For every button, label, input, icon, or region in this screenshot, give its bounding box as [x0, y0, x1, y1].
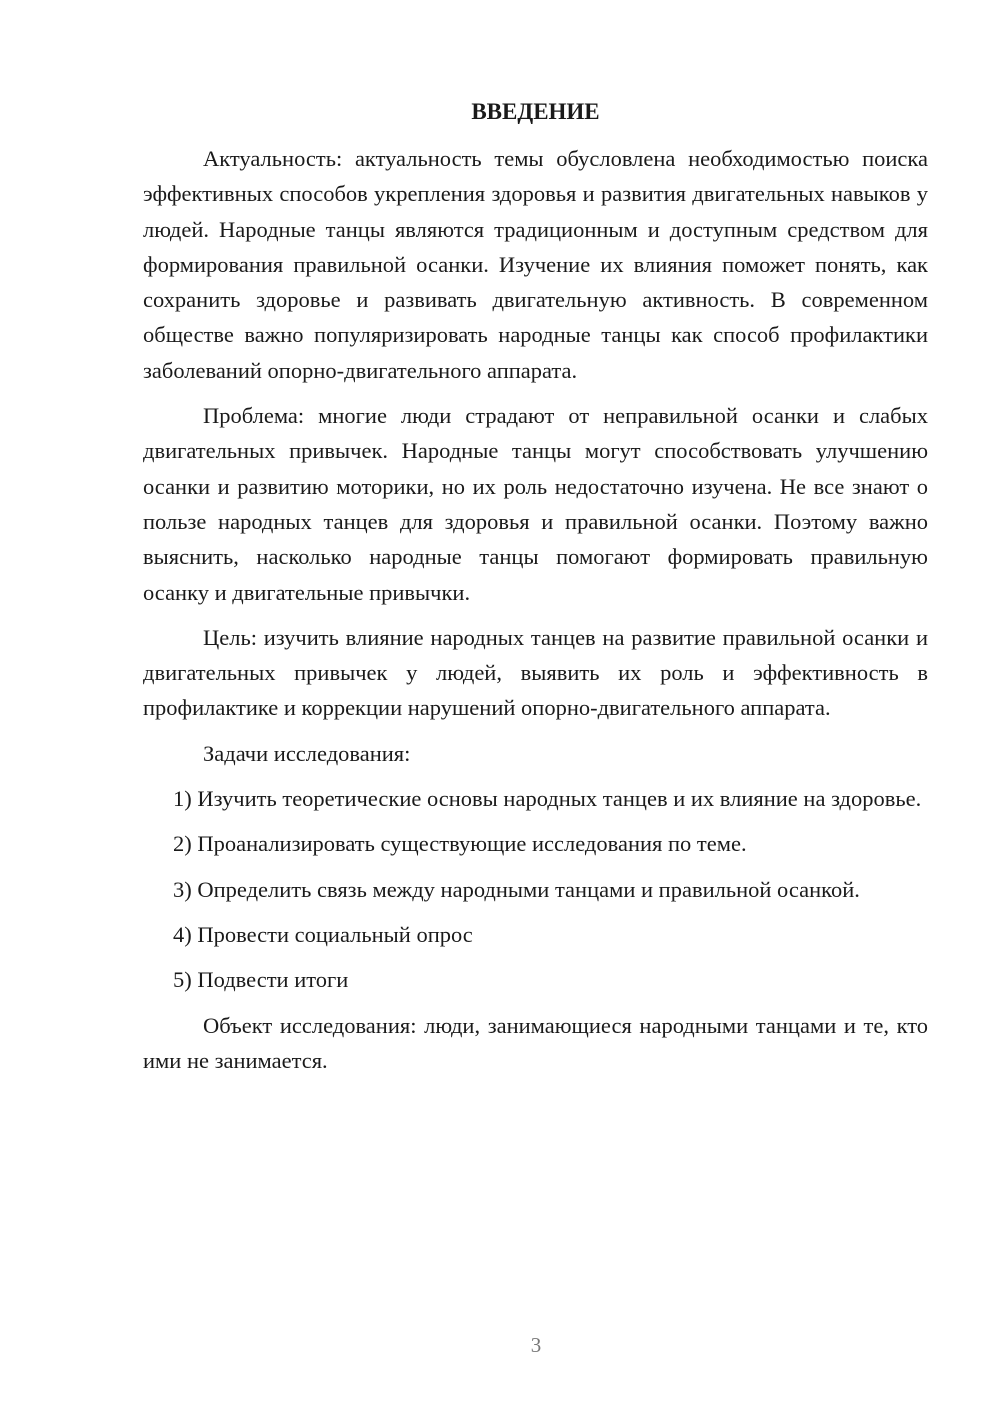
paragraph-object: Объект исследования: люди, занимающиеся народными танцами и те, кто ими не занимается. [143, 1012, 928, 1073]
page-content [143, 94, 928, 1088]
task-item-2: 2) Проанализировать существующие исследования по теме. [173, 831, 747, 857]
paragraph-problem: Проблема: многие люди страдают от неправильной осанки и слабых двигательных привычек. Народные танцы могут способствовать улучшению осанки и развитию моторики, но их роль недостаточно изучена. Не все знают о пользе народных танцев для здоровья и правильной осанки. Поэтому важно выяснить, насколько народные танцы помогают формировать правильную осанку и двигательные привычки. [143, 403, 928, 605]
task-item-3: 3) Определить связь между народными танцами и правильной осанкой. [173, 876, 860, 902]
page-number: 3 [530, 1333, 542, 1357]
task-item-1: 1) Изучить теоретические основы народных танцев и их влияние на здоровье. [173, 786, 922, 812]
task-item-4: 4) Провести социальный опрос [173, 921, 473, 947]
paragraph-relevance: Актуальность: актуальность темы обусловлена необходимостью поиска эффективных способов укрепления здоровья и развития двигательных навыков у людей. Народные танцы являются традиционным и доступным средством для формирования правильной осанки. Изучение их влияния поможет понять, как сохранить здоровье и развивать двигательную активность. В современном обществе важно популяризировать народные танцы как способ профилактики заболеваний опорно-двигательного аппарата. [143, 146, 928, 383]
section-title: ВВЕДЕНИЕ [471, 99, 600, 124]
paragraph-tasks-heading: Задачи исследования: [203, 740, 411, 766]
task-item-5: 5) Подвести итоги [173, 967, 349, 993]
paragraph-goal: Цель: изучить влияние народных танцев на развитие правильной осанки и двигательных привычек у людей, выявить их роль и эффективность в профилактике и коррекции нарушений опорно-двигательного аппарата. [143, 624, 928, 721]
